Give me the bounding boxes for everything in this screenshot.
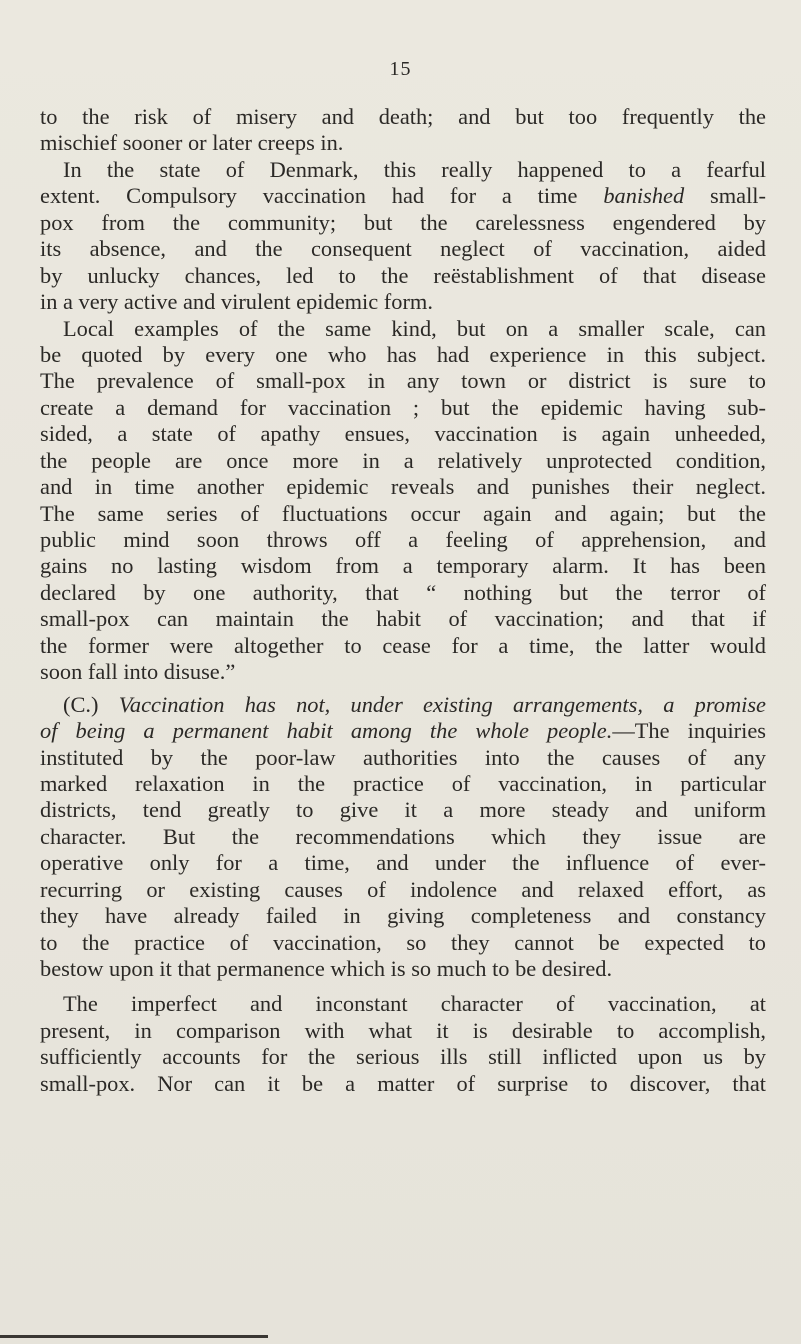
text-line: create a demand for vaccination ; but the epidemic having sub-	[40, 394, 766, 420]
text-line: Local examples of the same kind, but on a smaller scale, can	[63, 315, 766, 341]
text-line-with-italic	[40, 718, 766, 744]
text-line: The imperfect and inconstant character of vaccination, at	[63, 991, 766, 1017]
body-text	[40, 104, 766, 1097]
paragraph-5	[40, 991, 766, 1097]
text-line: districts, tend greatly to give it a more steady and uniform	[40, 797, 766, 823]
text-line: mischief sooner or later creeps in.	[40, 130, 344, 156]
text-line: In the state of Denmark, this really happened to a fearful	[63, 156, 766, 182]
text-line: its absence, and the consequent neglect of vaccination, aided	[40, 236, 766, 262]
text-line: marked relaxation in the practice of vaccination, in particular	[40, 770, 766, 796]
text-line: bestow upon it that permanence which is so much to be desired.	[40, 956, 613, 981]
paragraph-4	[40, 692, 766, 983]
text-span: extent. Compulsory vaccination had for a time	[40, 183, 604, 209]
page-number: 15	[389, 58, 412, 80]
text-line: recurring or existing causes of indolence and relaxed effort, as	[40, 876, 766, 902]
text-line: sufficiently accounts for the serious ills still inflicted upon us by	[40, 1044, 766, 1070]
text-line: and in time another epidemic reveals and punishes their neglect.	[40, 474, 766, 500]
italic-heading: of being a permanent habit among the whole people.	[40, 718, 613, 744]
text-line: the former were altogether to cease for a time, the latter would	[40, 632, 766, 658]
text-line: instituted by the poor-law authorities into the causes of any	[40, 744, 766, 770]
text-line: public mind soon throws off a feeling of apprehension, and	[40, 527, 766, 552]
text-line: The same series of fluctuations occur again and again; but the	[40, 500, 766, 526]
text-line-with-italic	[40, 183, 766, 209]
text-line-with-italic	[40, 692, 766, 718]
paragraph-2	[40, 157, 766, 316]
page-edge-shadow	[0, 1335, 268, 1338]
paragraph-3	[40, 316, 766, 686]
text-span: —The inquiries	[612, 718, 767, 744]
text-line: character. But the recommendations which they issue are	[40, 823, 766, 849]
text-line: they have already failed in giving completeness and constancy	[40, 903, 766, 929]
text-line: to the risk of misery and death; and but too frequently the	[40, 104, 766, 129]
text-line: by unlucky chances, led to the reëstablishment of that disease	[40, 262, 766, 288]
text-line: in a very active and virulent epidemic form.	[40, 289, 433, 315]
italic-heading: Vaccination has not, under existing arrangements, a promise	[118, 691, 766, 717]
text-line: to the practice of vaccination, so they cannot be expected to	[40, 929, 766, 955]
text-line: the people are once more in a relatively unprotected condition,	[40, 447, 766, 473]
text-line: sided, a state of apathy ensues, vaccination is again unheeded,	[40, 421, 766, 447]
text-line: small-pox. Nor can it be a matter of surprise to discover, that	[40, 1070, 766, 1096]
section-label: (C.)	[63, 691, 119, 717]
text-line: gains no lasting wisdom from a temporary alarm. It has been	[40, 553, 766, 579]
text-line: be quoted by every one who has had experience in this subject.	[40, 341, 766, 367]
text-line: soon fall into disuse.”	[40, 659, 236, 685]
text-span: small-	[684, 183, 766, 209]
text-line: declared by one authority, that “ nothing but the terror of	[40, 579, 766, 605]
paragraph-1	[40, 104, 766, 157]
text-line: operative only for a time, and under the influence of ever-	[40, 850, 766, 876]
text-line: pox from the community; but the carelessness engendered by	[40, 209, 766, 235]
text-line: small-pox can maintain the habit of vaccination; and that if	[40, 606, 766, 632]
italic-word: banished	[603, 183, 685, 209]
text-line: present, in comparison with what it is desirable to accomplish,	[40, 1017, 766, 1043]
text-line: The prevalence of small-pox in any town or district is sure to	[40, 368, 766, 394]
